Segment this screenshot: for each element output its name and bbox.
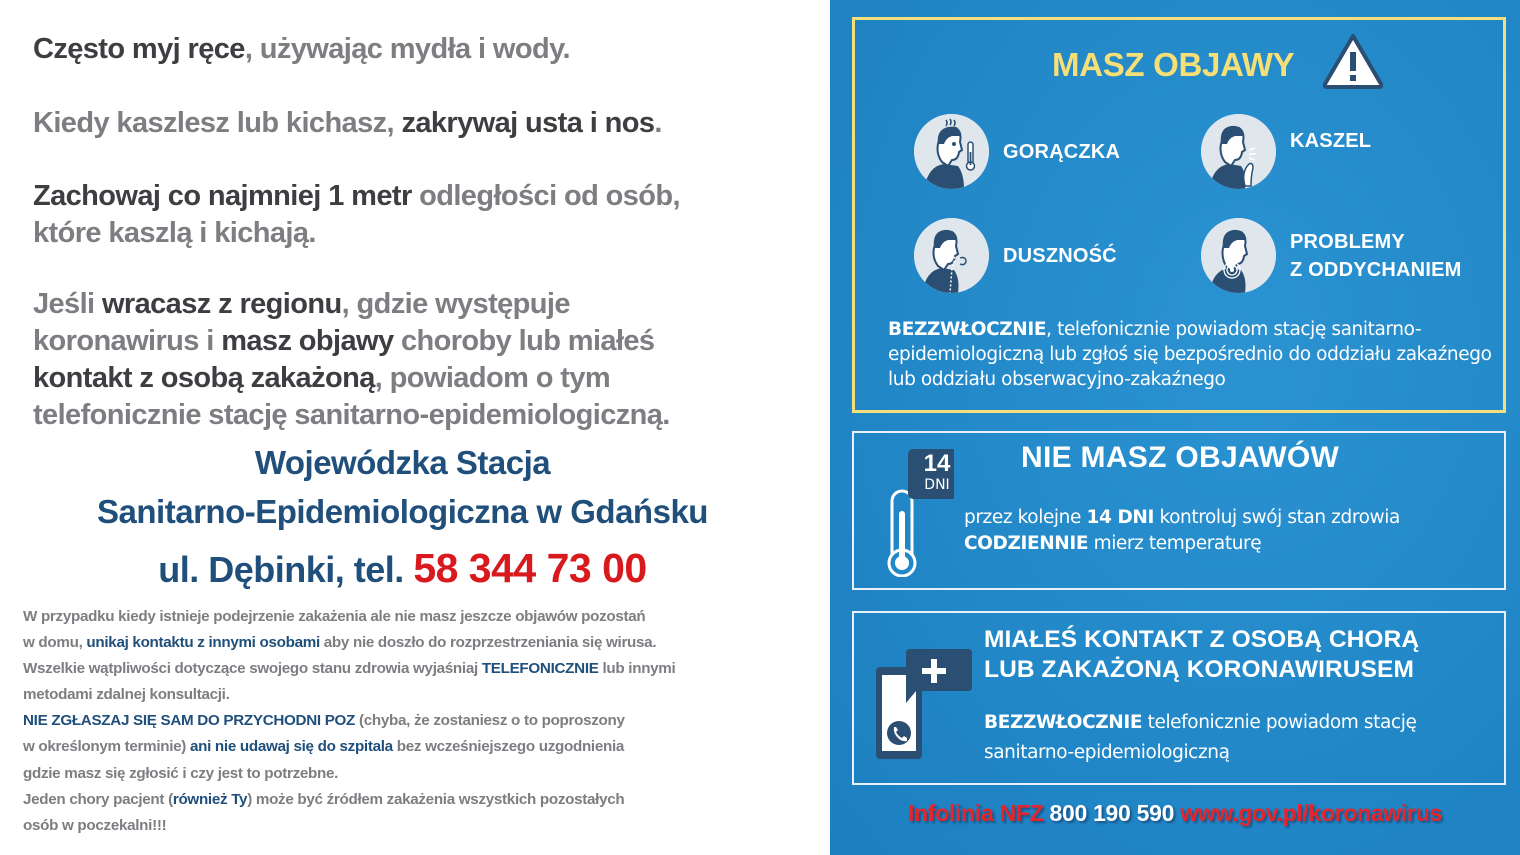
contact-instruction: BEZZWŁOCZNIE telefonicznie powiadom stację sanitarno-epidemiologiczną bbox=[984, 712, 1417, 763]
station-name-line2: Sanitarno-Epidemiologiczna w Gdańsku bbox=[97, 493, 708, 530]
symptom-label: PROBLEMY Z ODDYCHANIEM bbox=[1290, 230, 1462, 281]
symptom-cough bbox=[1201, 114, 1371, 189]
station-phone-link[interactable]: 58 344 73 00 bbox=[413, 545, 647, 591]
tip-wash-hands: Często myj ręce, używając mydła i wody. bbox=[33, 33, 570, 65]
fever-icon bbox=[914, 114, 989, 189]
symptoms-title: MASZ OBJAWY bbox=[1052, 46, 1295, 83]
no-symptoms-title: NIE MASZ OBJAWÓW bbox=[1021, 441, 1340, 474]
no-symptoms-box bbox=[852, 431, 1506, 590]
symptom-shortness-of-breath bbox=[914, 218, 1117, 293]
hotline-phone-link[interactable]: 800 190 590 bbox=[1049, 800, 1175, 826]
tip-cover-mouth: Kiedy kaszlesz lub kichasz, zakrywaj usta i nos. bbox=[33, 107, 662, 139]
symptom-label: DUSZNOŚĆ bbox=[1003, 244, 1117, 267]
contact-title: MIAŁEŚ KONTAKT Z OSOBĄ CHORĄ LUB ZAKAŻONĄ KORONAWIRUSEM bbox=[984, 626, 1420, 683]
shortness-of-breath-icon bbox=[914, 218, 989, 293]
station-name-line1: Wojewódzka Stacja bbox=[254, 444, 551, 481]
breathing-problems-icon bbox=[1201, 218, 1276, 293]
gov-website-link[interactable]: www.gov.pl/koronawirus bbox=[1180, 800, 1442, 826]
symptom-label: KASZEL bbox=[1290, 129, 1372, 152]
tip-keep-distance: Zachowaj co najmniej 1 metr odległości od osób, które kaszlą i kichają. bbox=[33, 180, 680, 249]
station-address: ul. Dębinki, tel. 58 344 73 00 bbox=[158, 545, 647, 591]
symptoms-instruction: BEZZWŁOCZNIE, telefonicznie powiadom stację sanitarno-epidemiologiczną lub zgłoś się bezpośrednio do oddziału zakaźnego lub oddziału obserwacyjno-zakaźnego bbox=[888, 319, 1492, 390]
symptoms-box bbox=[852, 17, 1506, 413]
warning-icon bbox=[1321, 32, 1385, 90]
contact-box bbox=[852, 611, 1506, 785]
right-panel bbox=[830, 0, 1520, 855]
notice-paragraph: W przypadku kiedy istnieje podejrzenie zakażenia ale nie masz jeszcze objawów pozostań w domu, unikaj kontaktu z innymi osobami aby nie doszło do rozprzestrzeniania się wirusa. Wszelkie wątpliwości dotyczące swojego stanu zdrowia wyjaśniaj TELEFONICZNIE lub innymi metodami zdalnej konsultacji. NIE ZGŁASZAJ SIĘ SAM DO PRZYCHODNI POZ (chyba, że zostaniesz o to poproszony w określonym terminie) ani nie udawaj się do szpitala bez wcześniejszego uzgodnienia gdzie masz się zgłosić i czy jest to potrzebne. Jeden chory pacjent (również Ty) może być źródłem zakażenia wszystkich pozostałych osób w poczekalni!!! bbox=[23, 608, 676, 834]
symptom-fever bbox=[914, 114, 1120, 189]
cough-icon bbox=[1201, 114, 1276, 189]
days-badge: 14 DNI bbox=[923, 450, 951, 493]
tip-notify-station: Jeśli wracasz z regionu, gdzie występuje koronawirus i masz objawy choroby lub miałeś kontakt z osobą zakażoną, powiadom o tym telefonicznie stację sanitarno-epidemiologiczną. bbox=[33, 288, 670, 431]
symptom-label: GORĄCZKA bbox=[1003, 140, 1121, 163]
no-symptoms-instruction: przez kolejne 14 DNI kontroluj swój stan zdrowia CODZIENNIE mierz temperaturę bbox=[964, 507, 1400, 554]
phone-medical-icon bbox=[876, 649, 976, 759]
footer-hotline: Infolinia NFZ 800 190 590 www.gov.pl/koronawirus bbox=[908, 800, 1442, 826]
symptom-breathing-problems bbox=[1201, 218, 1462, 293]
